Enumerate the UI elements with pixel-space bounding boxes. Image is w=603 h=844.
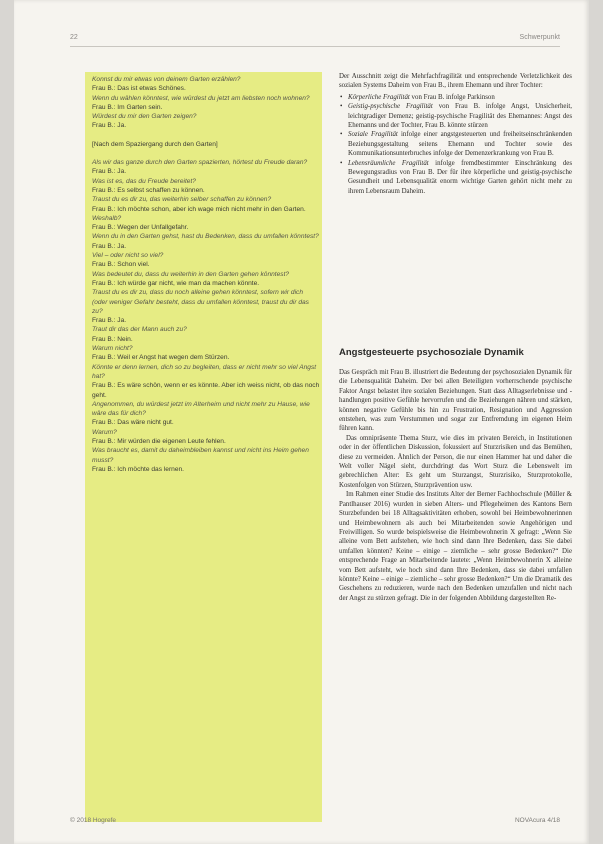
interview-answer: Frau B.: Mir würden die eigenen Leute fehlen. (92, 437, 226, 445)
interview-answer: Frau B.: Ich würde gar nicht, wie man da machen könnte. (92, 279, 260, 287)
fragility-description: von Frau B. infolge Angst, Unsicherheit, leichtgradiger Demenz; geistig-psychische Fragilität des Ehemannes: Angst des Ehemanns und der Tochter, Frau B. könnte stürzen (348, 103, 572, 130)
fragility-term: Lebensräumliche Fragilität (348, 159, 429, 167)
page-number: 22 (70, 34, 78, 41)
interview-answer: Frau B.: Das wäre nicht gut. (92, 419, 174, 427)
footer-issue: NOVAcura 4/18 (514, 817, 560, 824)
interview-question: Konnst du mir etwas von deinem Garten erzählen? (92, 76, 241, 83)
interview-question: Wenn du wählen könntest, wie würdest du jetzt am liebsten noch wohnen? (92, 94, 310, 102)
interview-question: Weshalb? (92, 214, 122, 222)
interview-answer: Frau B.: Es selbst schaffen zu können. (92, 186, 205, 194)
fragility-item (348, 93, 572, 102)
interview-question: Traut dir das der Mann auch zu? (92, 326, 187, 334)
fragility-description: von Frau B. infolge Parkinson (409, 93, 495, 101)
interview-question: Traust du es dir zu, das weiterhin selber schaffen zu können? (92, 196, 272, 204)
interview-question: Angenommen, du würdest jetzt im Alterheim und nicht mehr zu Hause, wie wäre das für dich? (92, 400, 310, 418)
body-paragraph: Im Rahmen einer Studie des Instituts Alter der Berner Fachhochschule (Müller & Pantlhauser 2016) wurden in sieben Alters- und Pflegeheimen des Kantons Bern Sturzbefunden bei 18 Alltagsaktivitäten erhoben, sowohl bei Heimbewohnerinnen und Heimbewohnern als auch bei Mitarbeitenden sowie Angehörigen und Freiwilligen. So wurde beispielsweise die Heimbewohnerin X gefragt: „Wenn Sie alleine vom Bett aufstehen, wie hoch sind dann Ihre Bedenken, dass Sie dabei umfallen könnten? Keine – einige – ziemliche – sehr grosse Bedenken?“ Die entsprechende Frage an Mitarbeitende lautete: „Wenn Heimbewohnerin X alleine vom Bett aufsteht, wie hoch sind dann Ihre Bedenken, dass sie dabei umfallen könnte? Keine – einige – ziemliche – sehr grosse Bedenken?“ Um die Dramatik des Geschehens zu reduzieren, wurde nach den Bedenken umzufallen und nicht nach der Angst zu stürzen gefragt. Die in der folgenden Abbildung dargestellten Re- (339, 491, 572, 602)
interview-question: Wenn du in den Garten gehst, hast du Bedenken, dass du umfallen könntest? (92, 233, 319, 241)
interview-question: Was bedeutet du, dass du weiterhin in den Garten gehen könntest? (92, 270, 290, 278)
interview-question: Würdest du mir den Garten zeigen? (92, 113, 197, 121)
interview-question: Traust du es dir zu, dass du noch alleine gehen könntest, sofern wir dich (oder weniger Gefahr besteht, dass du umfallen könntest, traust du dir das zu? (92, 289, 309, 315)
magazine-page (14, 0, 589, 844)
interview-question: Viel – oder nicht so viel? (92, 252, 164, 260)
fragility-item (348, 159, 572, 197)
interview-answer: Frau B.: Weil er Angst hat wegen dem Stürzen. (92, 354, 230, 362)
fragility-item (348, 102, 572, 130)
interview-answer: Frau B.: Ja. (92, 168, 127, 176)
fragility-description: infolge einer angstgesteuerten und freiheitseinschränkenden Beziehungsgestaltung seitens Ehemann und Tochter sowie des Kommunikationsunterbruches infolge der Demenzerkrankung von Frau B. (348, 131, 572, 158)
intro-paragraph: Der Ausschnitt zeigt die Mehrfachfragilität und entsprechende Verletzlichkeit des sozialen Systems Daheim von Frau B., ihrem Ehemann und ihrer Tochter: (339, 73, 572, 90)
header-rule (70, 46, 560, 47)
interview-answer: Frau B.: Im Garten sein. (92, 103, 163, 111)
right-column-intro (339, 72, 572, 196)
interview-answer: Frau B.: Es wäre schön, wenn er es könnte. Aber ich weiss nicht, ob das noch geht. (92, 382, 320, 399)
interview-answer: Frau B.: Wegen der Unfallgefahr. (92, 224, 189, 232)
interview-question: Warum nicht? (92, 345, 133, 353)
section-heading: Angstgesteuerte psychosoziale Dynamik (339, 347, 524, 358)
interview-question: Warum? (92, 428, 117, 436)
interview-question: Könnte er denn lernen, dich so zu begleiten, dass er nicht mehr so viel Angst hat? (92, 363, 317, 380)
spacer (92, 149, 320, 158)
interview-answer: Frau B.: Ich möchte schon, aber ich wage mich nicht mehr in den Garten. (92, 205, 306, 213)
body-text (339, 368, 572, 603)
body-paragraph: Das Gespräch mit Frau B. illustriert die Bedeutung der psychosozialen Dynamik für die Lebensqualität Daheim. Der bei allen Beteiligten vorherrschende psychische Faktor Angst belastet ihre sozialen Beziehungen. Statt dass Alltagserlebnisse und -handlungen positive Gefühle hervorrufen und die Beziehungen nähren und stärken, können negative Gefühle bis hin zu Frustration, Resignation und Aggression entstehen, was zum Verstummen und sogar zur Entfremdung im eigenen Heim führen kann. (339, 369, 572, 433)
fragility-description: infolge fremdbestimmter Einschränkung des Bewegungsradius von Frau B. Der für ihre körperliche und geistig-psychische Gesundheit und Lebensqualität enorm wichtige Garten gehört nicht mehr zu ihrem Lebensraum Daheim. (348, 159, 573, 195)
interview-transcript (92, 75, 320, 474)
fragility-list (339, 93, 572, 196)
interview-answer: [Nach dem Spaziergang durch den Garten] (92, 140, 218, 148)
interview-answer: Frau B.: Ja. (92, 242, 127, 250)
interview-answer: Frau B.: Schon viel. (92, 261, 150, 269)
fragility-term: Körperliche Fragilität (348, 93, 410, 101)
interview-question: Was braucht es, damit du daheimbleiben kannst und nicht ins Heim gehen musst? (92, 447, 309, 464)
interview-question: Als wir das ganze durch den Garten spazierten, hörtest du Freude daran? (92, 159, 308, 167)
section-label: Schwerpunkt (519, 34, 560, 41)
interview-answer: Frau B.: Ja. (92, 122, 127, 130)
body-paragraph: Das omnipräsente Thema Sturz, wie dies im privaten Bereich, in Institutionen oder in der öffentlichen Diskussion, fokussiert auf Sturzrisiken und das Bemühen, diese zu vermeiden. Ähnlich der Person, die nur einen Hammer hat und daher die Welt voller Nägel sieht, durchdringt das Wort Sturz die Lebenswelt im gebrechlichen Alter: Es geht um Sturzangst, Sturzrisiko, Sturzprotokolle, Kostenfolgen von Stürzen, Sturzprävention usw. (339, 434, 572, 489)
interview-answer: Frau B.: Ja. (92, 317, 127, 325)
interview-question: Was ist es, das du Freude bereitet? (92, 177, 196, 185)
fragility-term: Soziale Fragilität (348, 131, 398, 139)
spacer (92, 131, 320, 140)
interview-answer: Frau B.: Das ist etwas Schönes. (92, 85, 186, 93)
interview-answer: Frau B.: Ich möchte das lernen. (92, 465, 184, 473)
footer-copyright: © 2018 Hogrefe (70, 817, 116, 824)
fragility-item (348, 130, 572, 158)
interview-answer: Frau B.: Nein. (92, 335, 133, 343)
fragility-term: Geistig-psychische Fragilität (348, 103, 433, 111)
